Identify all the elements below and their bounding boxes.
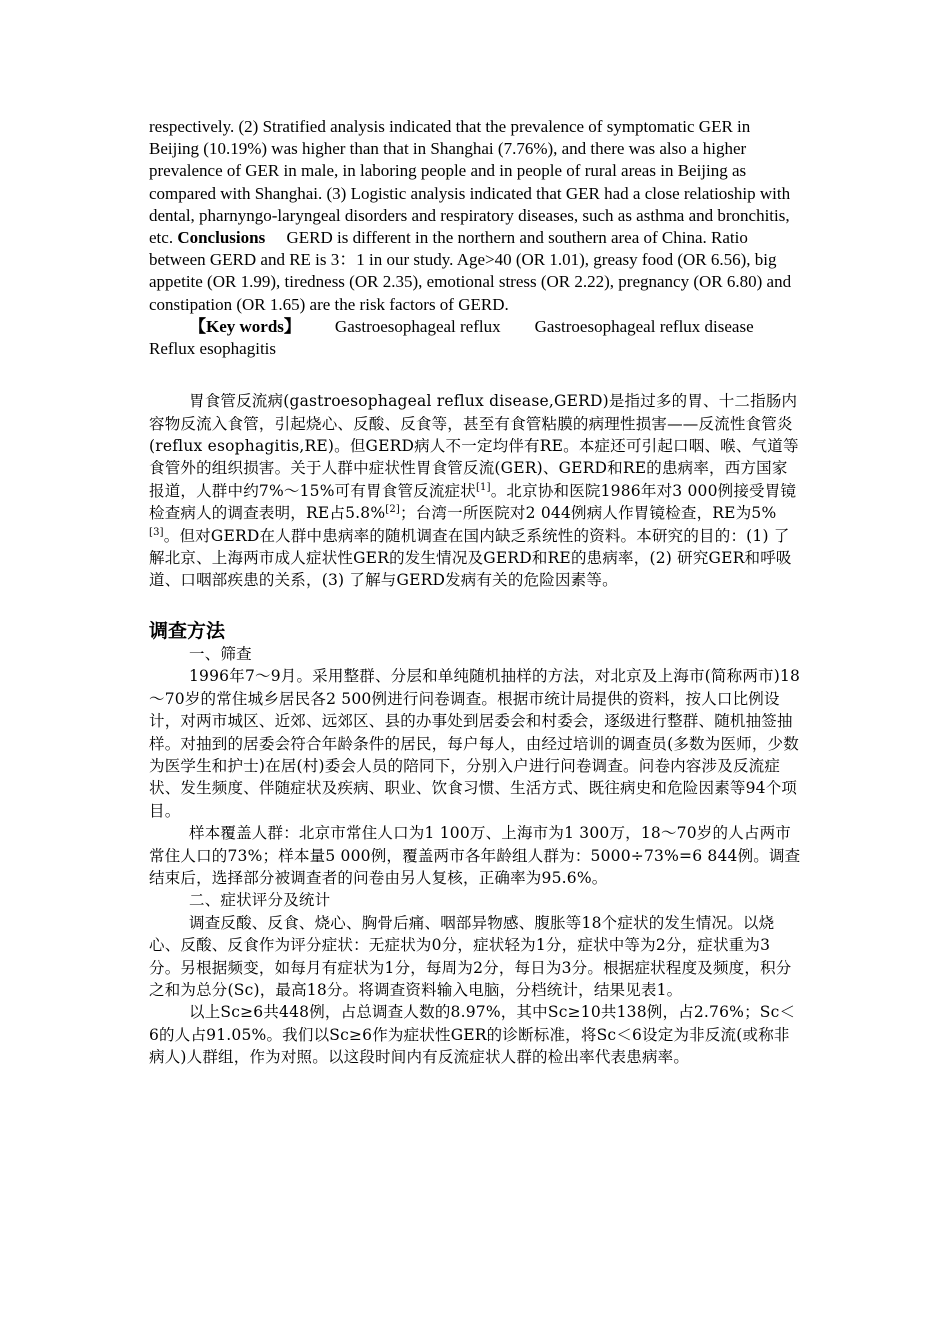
keyword: Reflux esophagitis (149, 339, 277, 359)
intro-text: 。北京协和医院1986年对3 000例接受胃镜检查病人的调查表明，RE占5.8% (149, 481, 797, 523)
methods-paragraph: 调查反酸、反食、烧心、胸骨后痛、咽部异物感、腹胀等18个症状的发生情况。以烧心、反酸、反食作为评分症状：无症状为0分，症状轻为1分，症状中等为2分，症状重为3分。另根据频变，如每月有症状为1分，每周为2分，每日为3分。根据症状程度及频度，积分之和为总分(Sc)，最高18分。将调查资料输入电脑，分档统计，结果见表1。 (149, 913, 792, 999)
methods-section (149, 643, 801, 1069)
keyword: Gastroesophageal reflux (334, 316, 501, 336)
intro-text: 胃食管反流病(gastroesophageal reflux disease,GERD)是指过多的胃、十二指肠内容物反流入食管，引起烧心、反酸、反食等，甚至有食管粘膜的病理性损害——反流性食管炎(reflux esophagitis,RE)。但GERD病人不一定均伴有RE。本症还可引起口咽、喉、气道等食管外的组织损害。关于人群中症状性胃食管反流(GER)、GERD和RE的患病率，西方国家报道，人群中约7%～15%可有胃食管反流症状 (149, 392, 799, 500)
citation-ref: [3] (149, 526, 164, 538)
paper-page (149, 116, 801, 1069)
keywords-label: 【Key words】 (189, 316, 301, 336)
methods-heading: 调查方法 (149, 619, 226, 642)
abstract-results-text: respectively. (2) Stratified analysis indicated that the prevalence of symptomatic GER in Beijing (10.19%) was higher than that in Shanghai (7.76%), and there was also a higher prevalence of GER in male, in laboring people and in people of rural areas in Beijing as compared with Shanghai. (3) Logistic analysis indicated that GER had a close relatioship with dental, pharnyngo-laryngeal disorders and respiratory diseases, such as asthma and bronchitis, etc. (149, 117, 791, 248)
introduction-section (149, 390, 801, 592)
citation-ref: [1] (475, 481, 491, 493)
conclusions-text: GERD is different in the northern and southern area of China. Ratio between GERD and RE is 3：1 in our study. Age>40 (OR 1.01), greasy food (OR 6.56), big appetite (OR 1.99), tiredness (OR 2.35), emotional stress (OR 2.22), pregnancy (OR 6.80) and constipation (OR 1.65) are the risk factors of GERD. (149, 228, 792, 314)
methods-paragraph: 1996年7～9月。采用整群、分层和单纯随机抽样的方法，对北京及上海市(简称两市)18～70岁的常住城乡居民各2 500例进行问卷调查。根据市统计局提供的资料，按人口比例设计，对两市城区、近郊、远郊区、县的办事处到居委会和村委会，逐级进行整群、随机抽签抽样。对抽到的居委会符合年龄条件的居民，每户每人，由经过培训的调查员(多数为医师，少数为医学生和护士)在居(村)委会人员的陪同下，分别入户进行问卷调查。问卷内容涉及反流症状、发生频度、伴随症状及疾病、职业、饮食习惯、生活方式、既往病史和危险因素等94个项目。 (149, 667, 801, 820)
intro-text: ；台湾一所医院对2 044例病人作胃镜检查，RE为5% (400, 504, 777, 523)
introduction-paragraph (149, 390, 801, 592)
conclusions-label: Conclusions (177, 228, 266, 248)
methods-paragraph: 样本覆盖人群：北京市常住人口为1 100万、上海市为1 300万，18～70岁的人占两市常住人口的73%；样本量5 000例，覆盖两市各年龄组人群为：5000÷73%=6 844例。调查结束后，选择部分被调查者的问卷由另人复核，正确率为95.6%。 (149, 824, 801, 887)
subsection-heading: 一、筛查 (189, 644, 252, 663)
methods-paragraph: 以上Sc≥6共448例，占总调查人数的8.97%，其中Sc≥10共138例，占2.76%；Sc＜6的人占91.05%。我们以Sc≥6作为症状性GER的诊断标准，将Sc＜6设定为非反流(或称非病人)人群组，作为对照。以这段时间内有反流症状人群的检出率代表患病率。 (149, 1003, 796, 1067)
intro-text: 。但对GERD在人群中患病率的随机调查在国内缺乏系统性的资料。本研究的目的：(1) 了解北京、上海两市成人症状性GER的发生情况及GERD和RE的患病率，(2) 研究GER和呼吸道、口咽部疾患的关系，(3) 了解与GERD发病有关的危险因素等。 (149, 526, 792, 590)
subsection-heading: 二、症状评分及统计 (189, 891, 331, 910)
keywords-line (149, 316, 801, 360)
english-abstract (149, 116, 801, 360)
keyword: Gastroesophageal reflux disease (534, 316, 754, 336)
citation-ref: [2] (385, 504, 401, 516)
abstract-results-paragraph (149, 116, 801, 316)
